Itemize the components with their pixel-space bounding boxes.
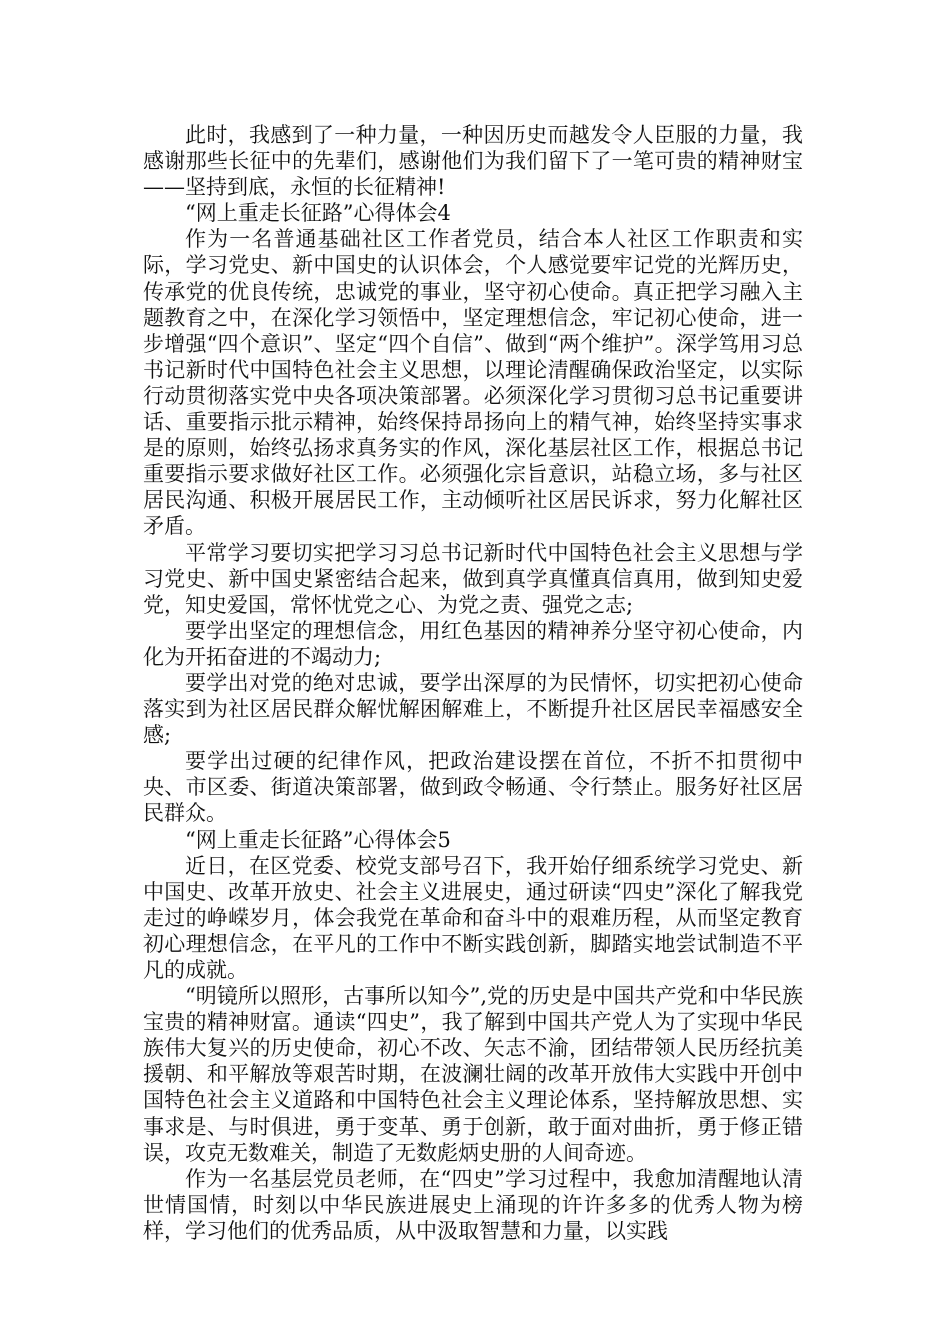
paragraph-5: 要学出对党的绝对忠诚，要学出深厚的为民情怀，切实把初心使命落实到为社区居民群众解忧解困解难上，不断提升社区居民幸福感安全感; bbox=[143, 670, 803, 748]
section-heading-4: “网上重走长征路”心得体会4 bbox=[185, 201, 451, 226]
paragraph-8: “明镜所以照形，古事所以知今”,党的历史是中国共产党和中华民族宝贵的精神财富。通读“四史”，我了解到中国共产党人为了实现中华民族伟大复兴的历史使命，初心不改、矢志不渝，团结带领人民历经抗美援朝、和平解放等艰苦时期，在波澜壮阔的改革开放伟大实践中开创中国特色社会主义道路和中国特色社会主义理论体系，坚持解放思想、实事求是、与时俱进，勇于变革、勇于创新，敢于面对曲折，勇于修正错误，攻克无数难关，制造了无数彪炳史册的人间奇迹。 bbox=[143, 984, 803, 1165]
paragraph-6: 要学出过硬的纪律作风，把政治建设摆在首位，不折不扣贯彻中央、市区委、街道决策部署，做到政令畅通、令行禁止。服务好社区居民群众。 bbox=[143, 749, 803, 826]
paragraph-4: 要学出坚定的理想信念，用红色基因的精神养分坚守初心使命，内化为开拓奋进的不竭动力; bbox=[143, 618, 803, 669]
paragraph-2: 作为一名普通基础社区工作者党员，结合本人社区工作职责和实际，学习党史、新中国史的认识体会，个人感觉要牢记党的光辉历史，传承党的优良传统，忠诚党的事业，坚守初心使命。真正把学习融入主题教育之中，在深化学习领悟中，坚定理想信念，牢记初心使命，进一步增强“四个意识”、坚定“四个自信”、做到“两个维护”。深学笃用习总书记新时代中国特色社会主义思想，以理论清醒确保政治坚定，以实际行动贯彻落实党中央各项决策部署。必须深化学习贯彻习总书记重要讲话、重要指示批示精神，始终保持昂扬向上的精气神，始终坚持实事求是的原则，始终弘扬求真务实的作风，深化基层社区工作，根据总书记重要指示要求做好社区工作。必须强化宗旨意识，站稳立场，多与社区居民沟通、积极开展居民工作，主动倾听社区居民诉求，努力化解社区矛盾。 bbox=[143, 227, 803, 539]
document-page bbox=[143, 122, 803, 1244]
paragraph-1: 此时，我感到了一种力量，一种因历史而越发令人臣服的力量，我感谢那些长征中的先辈们，感谢他们为我们留下了一笔可贵的精神财宝——坚持到底，永恒的长征精神! bbox=[143, 123, 803, 200]
paragraph-9: 作为一名基层党员老师，在“四史”学习过程中，我愈加清醒地认清世情国情，时刻以中华民族进展史上涌现的许许多多的优秀人物为榜样，学习他们的优秀品质，从中汲取智慧和力量，以实践 bbox=[143, 1166, 803, 1243]
paragraph-3: 平常学习要切实把学习习总书记新时代中国特色社会主义思想与学习党史、新中国史紧密结合起来，做到真学真懂真信真用，做到知史爱党，知史爱国，常怀忧党之心、为党之责、强党之志; bbox=[143, 540, 803, 617]
section-heading-5: “网上重走长征路”心得体会5 bbox=[185, 827, 451, 852]
paragraph-7: 近日，在区党委、校党支部号召下，我开始仔细系统学习党史、新中国史、改革开放史、社会主义进展史，通过研读“四史”深化了解我党走过的峥嵘岁月，体会我党在革命和奋斗中的艰难历程，从而坚定教育初心理想信念，在平凡的工作中不断实践创新，脚踏实地尝试制造不平凡的成就。 bbox=[143, 853, 803, 982]
